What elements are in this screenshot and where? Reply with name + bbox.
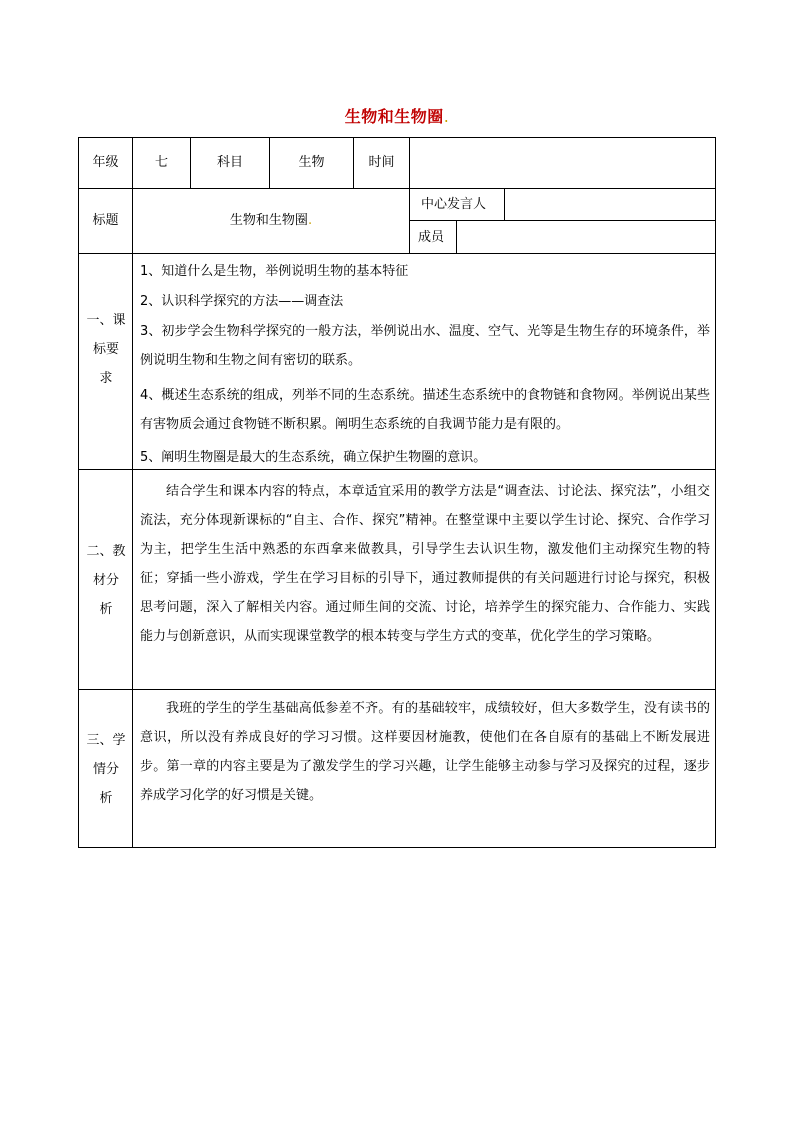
- textbook-label-line-1: 二、教: [86, 544, 126, 559]
- curriculum-item-2: 2、认识科学探究的方法——调查法: [140, 294, 344, 309]
- textbook-content-cell: [132, 469, 716, 690]
- textbook-label: [79, 537, 133, 624]
- member-value-cell: [456, 220, 716, 254]
- curriculum-label-cell: [78, 253, 133, 470]
- speaker-value-cell: [504, 188, 716, 221]
- textbook-label-cell: [78, 469, 133, 690]
- students-label-cell: [78, 689, 133, 848]
- curriculum-content-cell: [132, 253, 716, 470]
- curriculum-item-4: 4、概述生态系统的组成，列举不同的生态系统。描述生态系统中的食物链和食物网。举例说出某些有害物质会通过食物链不断积累。阐明生态系统的自我调节能力是有限的。: [140, 388, 710, 432]
- students-label-line-2: 情分: [92, 762, 119, 777]
- topic-value: 生物和生物圈: [229, 213, 308, 228]
- curriculum-item-3: 3、初步学会生物科学探究的一般方法，举例说出水、温度、空气、光等是生物生存的环境条件，举例说明生物和生物之间有密切的联系。: [140, 324, 710, 368]
- topic-label: 标题: [92, 213, 119, 228]
- textbook-label-line-2: 材分: [92, 573, 119, 588]
- curriculum-label-line-1: 一、课: [86, 313, 126, 328]
- member-label: 成员: [418, 230, 445, 245]
- grade-value: 七: [154, 155, 168, 170]
- subject-label-cell: [190, 137, 270, 189]
- page-title-text: 生物和生物圈: [344, 107, 444, 126]
- curriculum-item-5: 5、阐明生物圈是最大的生态系统，确立保护生物圈的意识。: [140, 450, 487, 465]
- students-label-line-1: 三、学: [86, 733, 126, 748]
- grade-label: 年级: [92, 155, 119, 170]
- topic-value-cell: [132, 188, 410, 254]
- curriculum-label-line-2: 标要: [92, 342, 119, 357]
- subject-label: 科目: [216, 155, 243, 170]
- students-content-cell: [132, 689, 716, 848]
- grade-label-cell: [78, 137, 133, 189]
- time-label: 时间: [368, 155, 395, 170]
- page-title: [0, 104, 794, 127]
- topic-label-cell: [78, 188, 133, 254]
- speaker-label: 中心发言人: [421, 197, 487, 212]
- textbook-text: 结合学生和课本内容的特点，本章适宜采用的教学方法是“调查法、讨论法、探究法”，小组交流法，充分体现新课标的“自主、合作、探究”精神。在整堂课中主要以学生讨论、探究、合作学习为主，把学生生活中熟悉的东西拿来做教具，引导学生去认识生物，激发他们主动探究生物的特征；穿插一些小游戏，学生在学习目标的引导下，通过教师提供的有关问题进行讨论与探究，积极思考问题，深入了解相关内容。通过师生间的交流、讨论，培养学生的探究能力、合作能力、实践能力与创新意识，从而实现课堂教学的根本转变与学生方式的变革，优化学生的学习策略。: [140, 484, 710, 644]
- time-label-cell: [353, 137, 410, 189]
- curriculum-label: [79, 306, 133, 393]
- students-label-line-3: 析: [99, 791, 113, 806]
- curriculum-label-line-3: 求: [99, 371, 113, 386]
- subject-value: 生物: [298, 155, 325, 170]
- page-title-dot: .: [443, 107, 450, 126]
- curriculum-item-1: 1、知道什么是生物，举例说明生物的基本特征: [140, 264, 409, 279]
- member-label-cell: [409, 220, 457, 254]
- grade-value-cell: [132, 137, 191, 189]
- speaker-label-cell: [409, 188, 505, 221]
- time-value-cell: [409, 137, 716, 189]
- textbook-label-line-3: 析: [99, 602, 113, 617]
- subject-value-cell: [269, 137, 354, 189]
- topic-dot: .: [307, 213, 313, 228]
- students-text: 我班的学生的学生基础高低参差不齐。有的基础较牢，成绩较好，但大多数学生，没有读书的意识，所以没有养成良好的学习习惯。这样要因材施教，使他们在各自原有的基础上不断发展进步。第一章的内容主要是为了激发学生的学习兴趣，让学生能够主动参与学习及探究的过程，逐步养成学习化学的好习惯是关键。: [140, 701, 710, 803]
- students-label: [79, 726, 133, 813]
